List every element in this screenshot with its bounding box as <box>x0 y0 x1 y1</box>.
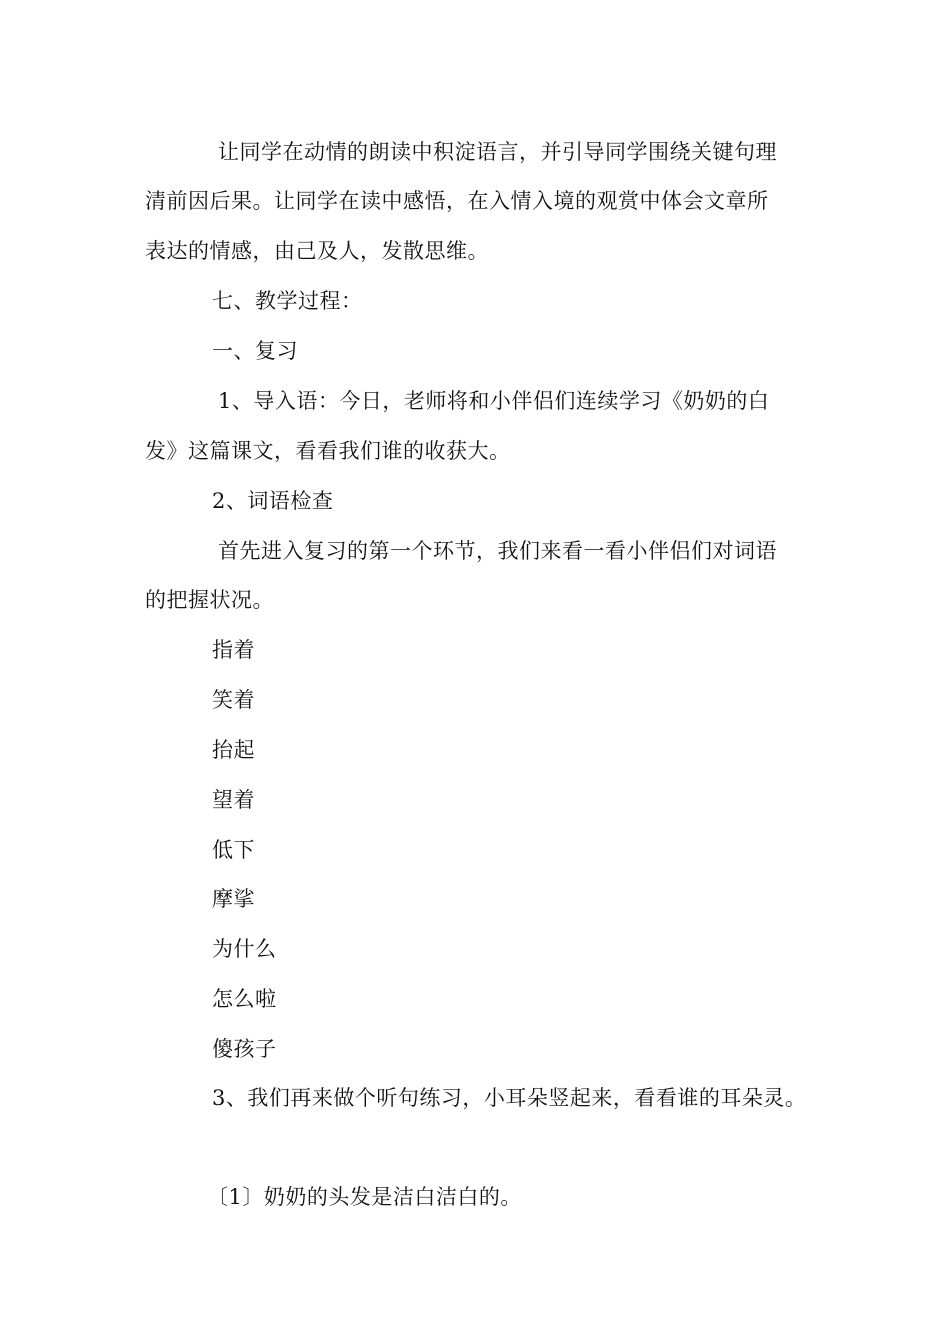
paragraph-line: 1、导入语：今日，老师将和小伴侣们连续学习《奶奶的白 <box>218 389 770 413</box>
subsection-heading: 一、复习 <box>212 339 298 363</box>
vocab-item: 为什么 <box>212 937 277 961</box>
paragraph-line: 让同学在动情的朗读中积淀语言，并引导同学围绕关键句理 <box>218 140 777 164</box>
vocab-item: 傻孩子 <box>212 1037 277 1061</box>
paragraph-line: 3、我们再来做个听句练习，小耳朵竖起来，看看谁的耳朵灵。 <box>212 1086 807 1110</box>
vocab-item: 望着 <box>212 788 255 812</box>
vocab-item: 怎么啦 <box>212 987 277 1011</box>
paragraph-line: 清前因后果。让同学在读中感悟，在入情入境的观赏中体会文章所 <box>145 189 769 213</box>
vocab-item: 摩挲 <box>212 887 255 911</box>
vocab-item: 指着 <box>212 638 255 662</box>
paragraph-line: 首先进入复习的第一个环节，我们来看一看小伴侣们对词语 <box>218 539 777 563</box>
subsection-heading: 2、词语检查 <box>212 489 334 513</box>
paragraph-line: 表达的情感，由己及人，发散思维。 <box>145 239 489 263</box>
section-heading: 七、教学过程： <box>212 289 363 313</box>
vocab-item: 低下 <box>212 838 255 862</box>
paragraph-line: 发》这篇课文，看看我们谁的收获大。 <box>145 439 511 463</box>
exercise-sentence: 〔1〕奶奶的头发是洁白洁白的。 <box>207 1185 522 1209</box>
vocab-item: 抬起 <box>212 738 255 762</box>
paragraph-line: 的把握状况。 <box>145 588 274 612</box>
vocab-item: 笑着 <box>212 688 255 712</box>
